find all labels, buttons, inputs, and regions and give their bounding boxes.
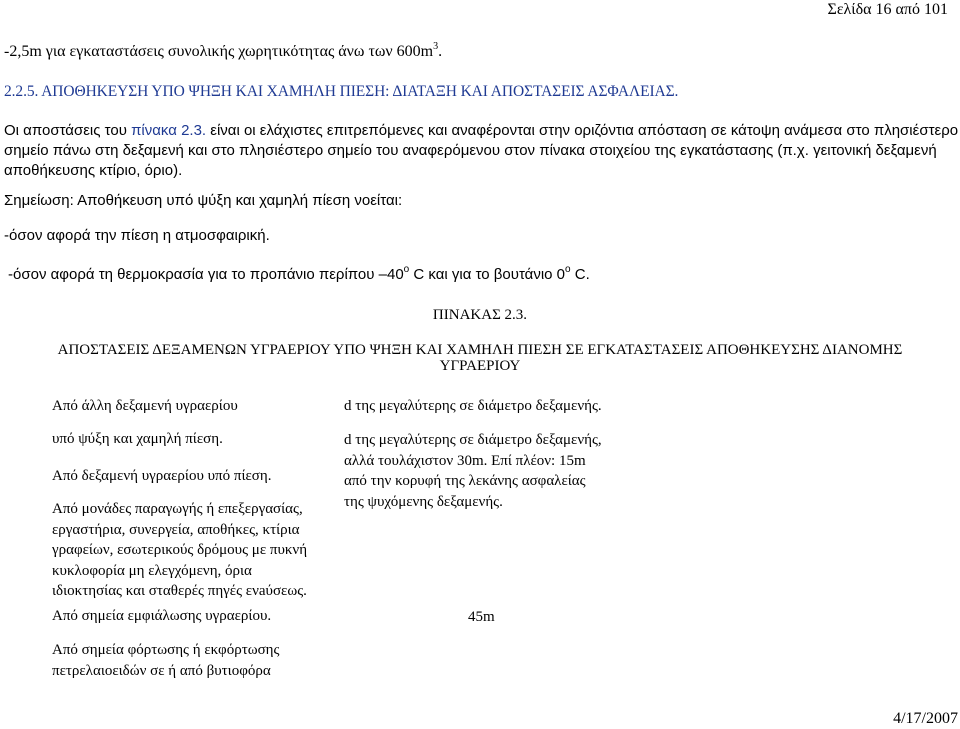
degree-sup-2: o [565, 264, 571, 275]
row-4-left-line-5: ιδιοκτησίας και σταθερές πηγές ενaύσεως. [52, 583, 307, 599]
row-6-left-line-2: πετρελαιοειδών σε ή από βυτιοφόρα [52, 662, 271, 679]
paragraph-line-1 [4, 121, 958, 141]
row-3-left: Από δεξαμενή υγραερίου υπό πίεση. [52, 468, 272, 484]
table-title [0, 342, 960, 374]
row-2-right-line-2: αλλά τουλάχιστον 30m. Επί πλέον: 15m [344, 452, 586, 469]
table-row [52, 640, 279, 681]
row-4-left-line-4: κυκλοφορία μη ελεγχόμενη, όρια [52, 562, 252, 579]
row-2-left: υπό ψύξη και χαμηλή πίεση. [52, 431, 223, 447]
page-number: Σελίδα 16 από 101 [827, 1, 948, 18]
note-title: Σημείωση: Αποθήκευση υπό ψύξη και χαμηλή πίεση νοείται: [4, 192, 403, 209]
row-1-right-line-1: d της μεγαλύτερης σε διάμετρο δεξαμενής. [344, 398, 602, 414]
row-5-left: Από σημεία εμφιάλωσης υγραερίου. [52, 608, 272, 624]
temp-text-a: -όσον αφορά τη θερμοκρασία για το προπάνιο περίπου –40 [8, 266, 404, 283]
intro-text: -2,5m για εγκαταστάσεις συνολικής χωρητικότητας άνω των 600m [4, 43, 434, 60]
temp-text-c: C. [570, 266, 590, 283]
intro-tail: . [438, 43, 443, 60]
paragraph-line-2: σημείο πάνω στη δεξαμενή και στο πλησιέστερο σημείο του αναφερόμενου στον πίνακα στοιχείου της εγκατάστασης (π.χ. γειτονική δεξαμενή [4, 142, 937, 159]
table-link[interactable]: πίνακα 2.3. [131, 122, 207, 139]
table-title-line-1: ΑΠΟΣΤΑΣΕΙΣ ΔΕΞΑΜΕΝΩΝ ΥΓΡΑΕΡΙΟΥ ΥΠΟ ΨΗΞΗ ΚΑΙ ΧΑΜΗΛΗ ΠΙΕΣΗ ΣΕ ΕΓΚΑΤΑΣΤΑΣΕΙΣ ΑΠΟΘΗΚΕΥΣΗΣ ΔΙΑΝΟΜΗΣ [57, 342, 903, 358]
row-6-left-line-1: Από σημεία φόρτωσης ή εκφόρτωσης [52, 642, 280, 658]
row-4-left-line-3: γραφείων, εσωτερικούς δρόμους με πυκνή [52, 542, 308, 558]
note-item-pressure: -όσον αφορά την πίεση η ατμοσφαιρική. [4, 227, 270, 244]
paragraph-line-3: αποθήκευσης κτίριο, όριο). [4, 162, 183, 179]
paragraph-lead: Οι αποστάσεις του [4, 122, 132, 139]
row-2-right-line-3: από την κορυφή της λεκάνης ασφαλείας [344, 473, 586, 489]
footer-date: 4/17/2007 [893, 710, 958, 727]
temp-text-b: C και για το βουτάνιο 0 [409, 266, 566, 283]
row-1-right [344, 396, 602, 417]
row-5-right: 45m [468, 609, 495, 625]
paragraph-line-1-rest: είναι οι ελάχιστες επιτρεπόμενες και αναφέρονται στην οριζόντια απόσταση σε κάτοψη ανάμεσα στο πλησιέστερο [206, 122, 959, 139]
row-1-left: Από άλλη δεξαμενή υγραερίου [52, 398, 238, 414]
table-row [52, 606, 271, 627]
table-row [52, 466, 271, 487]
table-row [52, 499, 307, 602]
row-4-left-line-1: Από μονάδες παραγωγής ή επεξεργασίας, [52, 501, 303, 517]
degree-sup-1: o [403, 264, 410, 275]
intro-sup: 3 [433, 41, 439, 52]
row-2-right-line-4: της ψυχόμενης δεξαμενής. [344, 493, 503, 510]
section-heading[interactable]: 2.2.5. ΑΠΟΘΗΚΕΥΣΗ ΥΠΟ ΨΗΞΗ ΚΑΙ ΧΑΜΗΛΗ ΠΙΕΣΗ: ΔΙΑΤΑΞΗ ΚΑΙ ΑΠΟΣΤΑΣΕΙΣ ΑΣΦΑΛΕΙΑΣ. [4, 83, 679, 100]
row-4-left-line-2: εργαστήρια, συνεργεία, αποθήκες, κτίρια [52, 521, 300, 538]
table-title-line-2: ΥΓΡΑΕΡΙΟΥ [439, 358, 521, 374]
table-row [52, 429, 223, 450]
row-2-right [344, 430, 602, 512]
note-item-temperature [8, 266, 590, 283]
intro-line [4, 43, 442, 61]
row-2-right-line-1: d της μεγαλύτερης σε διάμετρο δεξαμενής, [344, 432, 602, 448]
paragraph [4, 121, 958, 181]
table-row [52, 396, 238, 417]
table-label: ΠΙΝΑΚΑΣ 2.3. [432, 307, 528, 323]
